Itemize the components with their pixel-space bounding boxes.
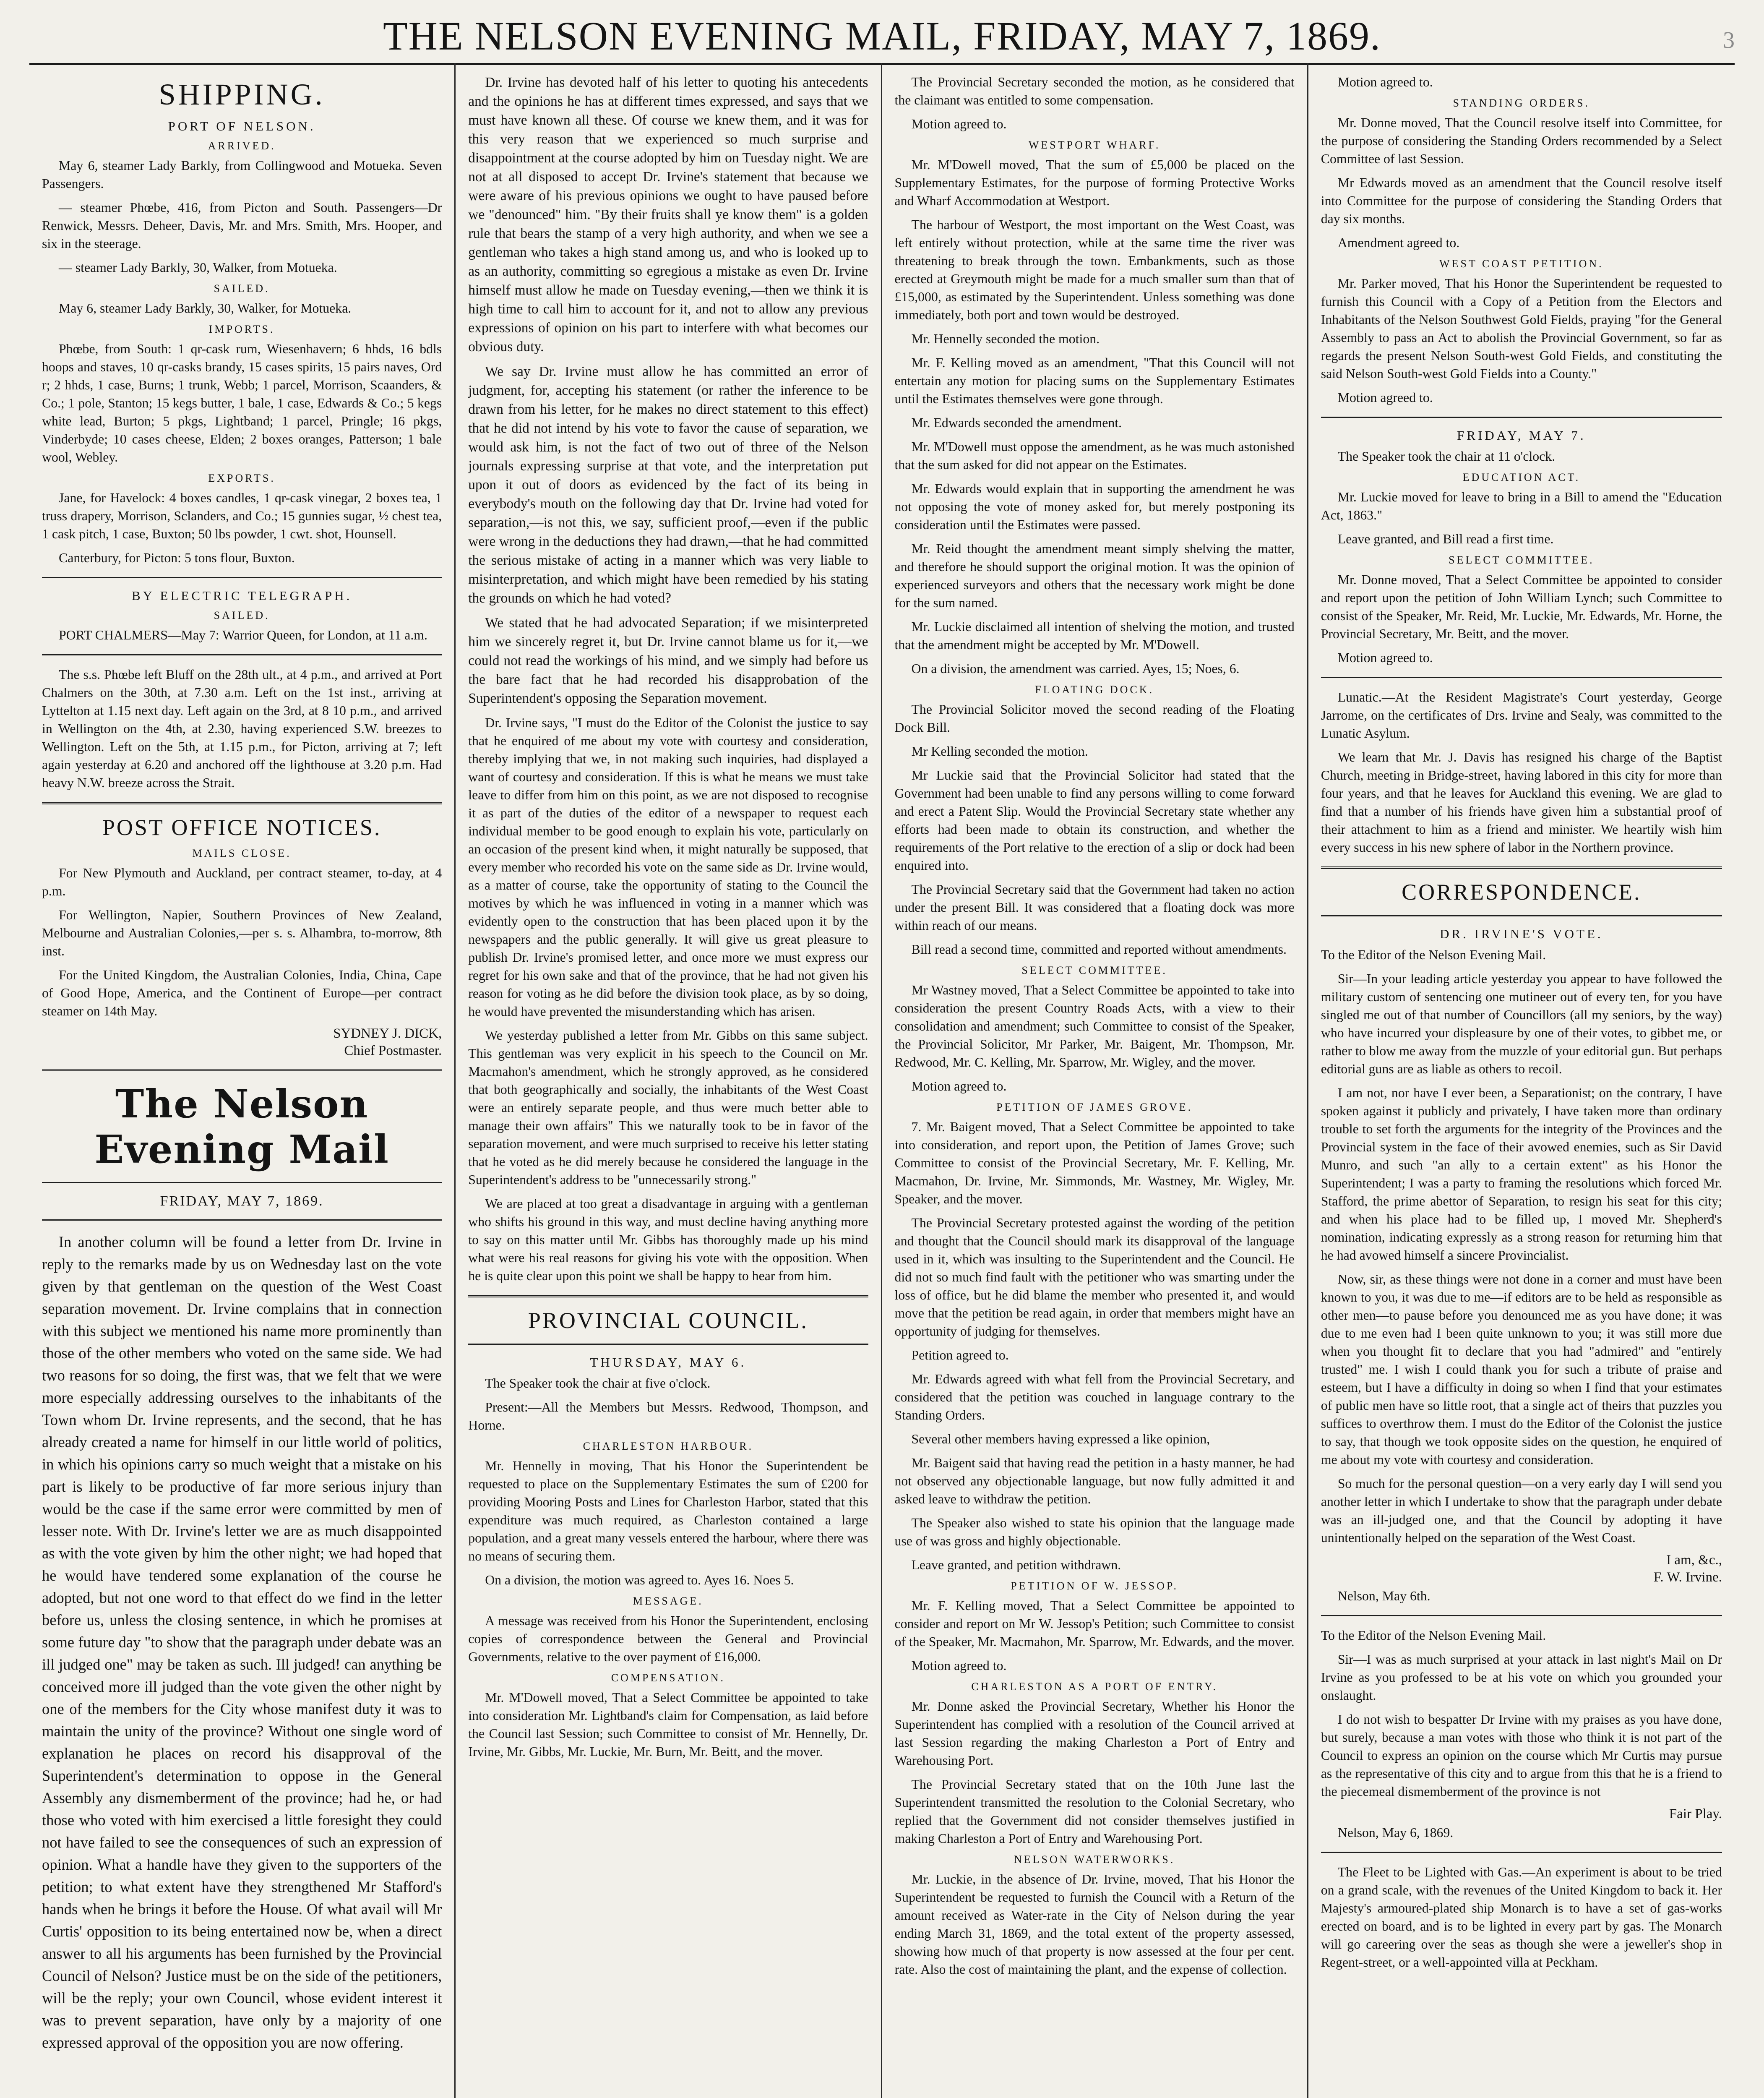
section-paragraph: Mr. Edwards would explain that in supporting the amendment he was not opposing the vote of money asked for, but merely postponing its consideration until the Estimates were passed. (894, 481, 1295, 532)
section-title: SELECT COMMITTEE. (1021, 964, 1167, 976)
divider (42, 802, 442, 804)
exports-item: Canterbury, for Picton: 5 tons flour, Buxton. (59, 551, 295, 565)
editorial-paragraph: In another column will be found a letter from Dr. Irvine in reply to the remarks made by us on Wednesday last on the vote given by that gentleman on the question of the West Coast separation movement. Dr. Irvine complains that in connection with this subject we mentioned his name more prominently than those of the other members who voted on the same side. We had two reasons for so doing, the first was, that we felt that we were more especially addressing ourselves to the inhabitants of the Town whom Dr. Irvine represents, and the second, that he has already created a name for himself in our little world of politics, in which his opinions carry so much weight that a mistake on his part is likely to be productive of far more serious injury than would be the case if the same error were committed by men of lesser note. With Dr. Irvine's letter we are as much disappointed as with the vote given by him the other night; we had hoped that he would have tendered some explanation of the course he adopted, but not one word to that effect do we find in the letter before us, unless the closing sentence, in which he promises at some future day "to show that the paragraph under debate was an ill judged one" may be taken as such. Ill judged! can anything be conceived more ill judged than the vote given the other night by one of the members for the City whose manifest duty it was to maintain the unity of the province? Without one single word of explanation he places on record his disapproval of the Superintendent's determination to oppose in the General Assembly any dismemberment of the province; had he, or had those who voted with him exercised a little foresight they could not have failed to see the consequences of such an expression of opinion. What a handle have they given to the supporters of the petition; to what extent have they strengthened Mr Stafford's hands when he brings it before the House. Of what avail will Mr Curtis' opposition to its being entertained now be, when a direct answer to all his arguments has been furnished by the Provincial Council of Nelson? Justice must be on the side of the petitioners, will be the reply; your own Council, whose evident interest it was to prevent separation, have only by a majority of one expressed approval of the opposition you are now offering. (42, 1233, 442, 2051)
section-paragraph: Mr. Donne moved, That the Council resolve itself into Committee, for the purpose of considering the Standing Orders recommended by a Select Committee of last Session. (1321, 115, 1722, 166)
divider (42, 1182, 442, 1183)
section-paragraph: The Provincial Secretary stated that on the 10th June last the Superintendent transmitted the resolution to the Colonial Secretary, who replied that the Government did not consider themselves justified in making Charleston a Port of Entry and Warehousing Port. (894, 1777, 1295, 1846)
divider (42, 1069, 442, 1071)
letter-paragraph: Sir—In your leading article yesterday you appear to have followed the military custom of sentencing one mutineer out of every ten, for you have singled me out of that number of Councillors (all my seniors, by the way) who have incurred your displeasure by one of their votes, to gibbet me, or rather to blow me away from the muzzle of your editorial gun. But perhaps editorial guns are as liable as others to recoil. (1321, 971, 1722, 1076)
section-paragraph: The harbour of Westport, the most important on the West Coast, was left entirely without protection, while at the same time the river was threatening to break through the town. Embankments, such as those erected at Greymouth might be made for a much smaller sum than that of £15,000, as estimated by the Superintendent. Unless something was done immediately, both port and town would be destroyed. (894, 217, 1295, 322)
section-paragraph: Mr. Luckie moved for leave to bring in a Bill to amend the "Education Act, 1863." (1321, 490, 1722, 522)
shipping-heading: SHIPPING. (159, 78, 325, 111)
column-3 (882, 63, 1308, 2098)
section-paragraph: Motion agreed to. (1337, 390, 1433, 405)
section-title: WEST COAST PETITION. (1439, 258, 1604, 270)
imports-label: IMPORTS. (208, 323, 275, 335)
news-item: Lunatic.—At the Resident Magistrate's Court yesterday, George Jarrome, on the certificates of Drs. Irvine and Sealy, was committed to the Lunatic Asylum. (1321, 690, 1722, 741)
arrived-label: ARRIVED. (208, 140, 276, 152)
section-title: SELECT COMMITTEE. (1449, 554, 1595, 566)
post-office-heading: POST OFFICE NOTICES. (102, 815, 382, 840)
section-paragraph: Mr. F. Kelling moved, That a Select Committee be appointed to consider and report on Mr W. Jessop's Petition; such Committee to consist of the Speaker, Mr. Macmahon, Mr. Sparrow, Mr. Edwards, and the mover. (894, 1598, 1295, 1649)
column-2 (456, 63, 882, 2098)
arrived-item: — steamer Lady Barkly, 30, Walker, from Motueka. (59, 260, 337, 275)
divider (1321, 915, 1722, 916)
page-title: THE NELSON EVENING MAIL, FRIDAY, MAY 7, 1869. (383, 13, 1381, 58)
section-paragraph: Leave granted, and Bill read a first time. (1337, 532, 1554, 546)
section-paragraph: On a division, the amendment was carried. Ayes, 15; Noes, 6. (911, 661, 1240, 676)
section-title: EDUCATION ACT. (1462, 471, 1581, 483)
section-paragraph: Mr. M'Dowell moved, That a Select Committee be appointed to take into consideration Mr. Lightband's claim for Compensation, as laid before the Council last Session; such Committee to consist of Mr. Hennelly, Dr. Irvine, Mr. Gibbs, Mr. Luckie, Mr. Burn, Mr. Beitt, and the mover. (468, 1690, 868, 1759)
section-paragraph: Mr. Parker moved, That his Honor the Superintendent be requested to furnish this Council with a Copy of a Petition from the Electors and Inhabitants of the Nelson Southwest Gold Fields, praying "for the General Assembly to pass an Act to abolish the Provincial Government, so far as regards the present Nelson South-west Gold Fields, and constituting the said Nelson South-west Gold Fields into a County." (1321, 276, 1722, 381)
section-title: WESTPORT WHARF. (1028, 139, 1161, 151)
section-paragraph: Bill read a second time, committed and reported without amendments. (911, 942, 1287, 957)
section-paragraph: Leave granted, and petition withdrawn. (911, 1558, 1121, 1572)
mail-item: For Wellington, Napier, Southern Provinces of New Zealand, Melbourne and Australian Colonies,—per s. s. Alhambra, to-morrow, 8th inst. (42, 908, 442, 958)
letter-salutation: To the Editor of the Nelson Evening Mail. (1321, 1628, 1546, 1643)
provincial-council-heading: PROVINCIAL COUNCIL. (528, 1308, 808, 1333)
column-1 (29, 63, 456, 2098)
section-title: PETITION OF W. JESSOP. (1011, 1580, 1178, 1592)
letter-signature: F. W. Irvine. (1653, 1570, 1722, 1585)
columns (29, 63, 1735, 2098)
council-opening: The Speaker took the chair at five o'clock. (485, 1376, 711, 1391)
letter-paragraph: I am not, nor have I ever been, a Separationist; on the contrary, I have spoken against it publicly and privately, I have taken more than ordinary trouble to set forth the arguments for the integrity of the Provinces and the Provincial system in the face of their avowed enemies, such as Sir David Munro, and such "an ally to a certain extent" as his Honor the Superintendent; I was a party to framing the resolutions which forced Mr. Stafford, the prime abettor of Separation, to resign his seat for this city; and when his place had to be filled up, I moved Mr. Shepherd's nomination, indicating expressly as a strong reason for returning him that he had avowed himself a sincere Provincialist. (1321, 1086, 1722, 1263)
letter-paragraph: So much for the personal question—on a very early day I will send you another letter in which I undertake to show that the paragraph under debate was an ill-judged one, and that the Council by adopting it have unintentionally helped on the separation of the West Coast. (1321, 1476, 1722, 1545)
mail-item: For the United Kingdom, the Australian Colonies, India, China, Cape of Good Hope, America, and the Continent of Europe—per contract steamer on 14th May. (42, 968, 442, 1018)
editorial-paragraph: We say Dr. Irvine must allow he has committed an error of judgment, for, accepting his statement (or rather the inference to be drawn from his letter, for he makes no direct statement to this effect) that he did not intend by his vote to favor the cause of separation, we would ask him, is not the fact of two out of three of the Nelson journals expressing surprise at that vote, and the interpretation put upon it out of doors as evidenced by the fact of its being in everybody's mouth on the following day that Dr. Irvine had voted for separation,—is not this, we say, sufficient proof,—even if the public were wrong in the deductions they had drawn,—that he had committed the serious mistake of acting in a manner which was very liable to misinterpretation, and which might have been remedied by his stating the grounds on which he had voted? (468, 364, 868, 606)
section-paragraph: Mr. Edwards agreed with what fell from the Provincial Secretary, and considered that the petition was couched in language contrary to the Standing Orders. (894, 1372, 1295, 1422)
section-paragraph: Petition agreed to. (911, 1348, 1009, 1362)
section-paragraph: Mr. Hennelly in moving, That his Honor the Superintendent be requested to place on the Supplementary Estimates the sum of £200 for providing Mooring Posts and Lines for Charleston Harbor, stated that this expenditure was much required, as Charleston contained a large population, and a great many vessels entered the harbour, where there was no means of securing them. (468, 1459, 868, 1563)
section-title: FLOATING DOCK. (1035, 684, 1154, 696)
section-paragraph: The Provincial Secretary seconded the motion, as he considered that the claimant was entitled to some compensation. (894, 75, 1295, 107)
editorial-paragraph: Dr. Irvine says, "I must do the Editor of the Colonist the justice to say that he enquired of me about my vote with courtesy and consideration, thereby implying that we, in not making such inquiries, had displayed a want of courtesy and consideration. If this is what he means we must take leave to differ from him on this point, as we are not disposed to recognise it as part of the duties of the editor of a newspaper to request each individual member to be good enough to explain his vote, particularly on an occasion of the present kind when, it might naturally be supposed, that every member who recorded his vote on the same side as Dr. Irvine would, as a matter of course, take the opportunity of stating to the Council the motives by which he was influenced in voting in a manner which was evidently open to the construction that has been placed upon it by the newspapers and the public generally. It will give us great pleasure to publish Dr. Irvine's promised letter, and once more we must express our regret for his own sake and that of the province, that he had not given his reason for voting as he did before the division took place, as by so doing, he would have prevented the misunderstanding which has arisen. (468, 715, 868, 1019)
news-item: The Fleet to be Lighted with Gas.—An experiment is about to be tried on a grand scale, with the revenues of the United Kingdom to back it. Her Majesty's armoured-plated ship Monarch is to have a set of gas-works erected on board, and is to be lighted in every part by gas. The Monarch will go careering over the seas as though she were a jeweller's shop in Regent-street, or a well-appointed villa at Peckham. (1321, 1865, 1722, 1970)
telegraph-sailed-label: SAILED. (214, 609, 270, 621)
section-paragraph: Motion agreed to. (911, 1658, 1007, 1673)
section-title: MESSAGE. (633, 1595, 704, 1607)
council-opening: The Speaker took the chair at 11 o'clock. (1337, 449, 1556, 464)
divider (1321, 677, 1722, 678)
section-paragraph: Mr. Reid thought the amendment meant simply shelving the matter, and therefore he should support the original motion. It was the opinion of experienced surveyors and others that the necessary work might be done for the sum named. (894, 541, 1295, 610)
section-paragraph: Mr Luckie said that the Provincial Solicitor had stated that the Government had been unable to find any persons willing to come forward and erect a Patent Slip. Would the Provincial Secretary state whether any efforts had been made to obtain its construction, and whether the requirements of the Port relative to the erection of a slip or dock had been enquired into. (894, 768, 1295, 873)
column-4 (1308, 63, 1735, 2098)
editorial-paragraph: Dr. Irvine has devoted half of his letter to quoting his antecedents and the opinions he has at different times expressed, and says that we must have known all these. Of course we knew them, and it was for this very reason that we experienced so much surprise and disappointment at the course adopted by him on Tuesday night. We are not at all disposed to accept Dr. Irvine's statement that because we were aware of his previous opinions we ought to have paused before we "denounced" him. "By their fruits shall ye know them" is a golden rule that bears the stamp of a very high authority, and when we see a gentleman who takes a high stand among us, and who is looked up to as an authority, committing so egregious a mistake as even Dr. Irvine himself must allow he made on Tuesday evening,—then we think it is high time to call him to account for it, and not to allow any previous expressions of opinion on his part to interfere with what becomes our obvious duty. (468, 75, 868, 355)
section-paragraph: On a division, the motion was agreed to. Ayes 16. Noes 5. (485, 1573, 794, 1587)
section-paragraph: Mr. M'Dowell moved, That the sum of £5,000 be placed on the Supplementary Estimates, for the purpose of forming Protective Works and Wharf Accommodation at Westport. (894, 157, 1295, 208)
divider (42, 1219, 442, 1221)
mail-item: For New Plymouth and Auckland, per contract steamer, to-day, at 4 p.m. (42, 866, 442, 898)
letter-paragraph: I do not wish to bespatter Dr Irvine with my praises as you have done, but surely, because a man votes with those who think it is not part of the Council to express an opinion on the course which Mr Curtis may pursue as the representative of this city and to argue from this that he is a friend to the piecemeal dismemberment of the province is not (1321, 1712, 1722, 1799)
exports-label: EXPORTS. (208, 472, 276, 484)
divider (468, 1344, 868, 1345)
section-paragraph: A message was received from his Honor the Superintendent, enclosing copies of correspondence between the General and Provincial Governments, relative to the over payment of £16,000. (468, 1613, 868, 1664)
section-paragraph: The Provincial Secretary protested against the wording of the petition and thought that the Council should mark its disapproval of the language used in it, which was insulting to the Superintendent and the Council. He did not so much find fault with the petitioner who was smarting under the loss of office, but he did blame the member who presented it, and would move that the petition be read again, in order that members might have an opportunity of judging for themselves. (894, 1216, 1295, 1339)
editorial-paragraph: We yesterday published a letter from Mr. Gibbs on this same subject. This gentleman was very explicit in his speech to the Council on Mr. Macmahon's amendment, which he strongly approved, as he considered that both geographically and socially, the inhabitants of the West Coast were an entirely separate people, and thus were much better able to manage their own affairs" This we naturally took to be in favor of the separation movement, and were much surprised to receive his letter stating that he voted as he did merely because he considered the language in the Superintendent's address to be "unnecessarily strong." (468, 1028, 868, 1187)
telegraph-heading: BY ELECTRIC TELEGRAPH. (131, 588, 352, 603)
council-day-label: THURSDAY, MAY 6. (590, 1355, 747, 1370)
section-title: CHARLESTON HARBOUR. (583, 1440, 754, 1452)
section-paragraph: Mr. Donne moved, That a Select Committee be appointed to consider and report upon the petition of John William Lynch; such Committee to consist of the Speaker, Mr. Reid, Mr. Luckie, Mr. Edwards, Mr. Horne, the Provincial Secretary, Mr. Beitt, and the mover. (1321, 572, 1722, 641)
section-title: STANDING ORDERS. (1453, 97, 1590, 109)
divider (1321, 1852, 1722, 1853)
editorial-paragraph: We stated that he had advocated Separation; if we misinterpreted him we sincerely regret it, but Dr. Irvine cannot blame us for it,—we could not read the workings of his mind, and we simply had before us the bare fact that he had recorded his disapprobation of the Superintendent's opposing the Separation movement. (468, 615, 868, 706)
letter-paragraph: Now, sir, as these things were not done in a corner and must have been known to you, it was due to me—if editors are to be held as responsible as other men—to pause before you denounced me as you have done; it was due to me even had I been quite unknown to you; it was still more due when you thought fit to declare that you had "admired" and "entirely trusted" me. I wish I could thank you for such a tribute of praise and esteem, but I have a difficulty in doing so when I find that your estimates of public men have so little root, that a single act of theirs that puzzles you suffices to overthrow them. I must do the Editor of the Colonist the justice to say, that though we took opposite sides on the question, he enquired of me about my vote with courtesy and consideration. (1321, 1272, 1722, 1467)
section-paragraph: Mr. M'Dowell must oppose the amendment, as he was much astonished that the sum asked for did not appear on the Estimates. (894, 439, 1295, 472)
section-paragraph: Motion agreed to. (1337, 75, 1433, 89)
page-number: 3 (1723, 27, 1735, 53)
section-paragraph: The Provincial Secretary said that the Government had taken no action under the present Bill. It was considered that a floating dock was more within reach of our means. (894, 882, 1295, 933)
section-paragraph: Motion agreed to. (911, 1079, 1007, 1093)
letter-signature: Fair Play. (1669, 1806, 1722, 1821)
exports-item: Jane, for Havelock: 4 boxes candles, 1 qr-cask vinegar, 2 boxes tea, 1 truss drapery, Morrison, Sclanders, and Co.; 15 gunnies sugar, ½ chest tea, 1 cask pitch, 1 case, Buxton; 50 lbs powder, 1 cwt. shot, Hounsell. (42, 491, 442, 541)
news-item: We learn that Mr. J. Davis has resigned his charge of the Baptist Church, meeting in Bridge-street, having labored in this city for more than four years, and that he leaves for Auckland this evening. We are glad to find that a number of his friends have given him a substantial proof of their attachment to him as a friend and minister. We heartily wish him every success in his new sphere of labor in the Northern province. (1321, 750, 1722, 855)
letter-paragraph: Sir—I was as much surprised at your attack in last night's Mail on Dr Irvine as you professed to be at his vote on which you grounded your onslaught. (1321, 1652, 1722, 1703)
divider (1321, 1615, 1722, 1616)
postmaster-title: Chief Postmaster. (344, 1043, 442, 1058)
divider (1321, 866, 1722, 869)
letter-title: DR. IRVINE'S VOTE. (1440, 926, 1603, 941)
section-paragraph: Motion agreed to. (911, 117, 1007, 131)
divider (1321, 417, 1722, 418)
council-opening: Present:—All the Members but Messrs. Redwood, Thompson, and Horne. (468, 1400, 868, 1433)
divider (42, 654, 442, 655)
section-paragraph: Mr. Luckie, in the absence of Dr. Irvine, moved, That his Honor the Superintendent be requested to furnish the Council with a Return of the amount received as Water-rate in the City of Nelson during the year ending March 31, 1869, and the total extent of the property assessed, showing how much of that property is now assessed at the four per cent. rate. Also the cost of maintaining the plant, and the expense of collection. (894, 1872, 1295, 1977)
letter-closing: I am, &c., (1666, 1553, 1722, 1568)
divider (42, 577, 442, 578)
section-paragraph: Mr. Donne asked the Provincial Secretary, Whether his Honor the Superintendent has complied with a resolution of the Council arrived at last Session regarding the making Charleston a Port of Entry and Warehousing Port. (894, 1699, 1295, 1768)
section-paragraph: Several other members having expressed a like opinion, (911, 1432, 1210, 1446)
letter-place-date: Nelson, May 6, 1869. (1337, 1825, 1454, 1840)
editorial-date: FRIDAY, MAY 7, 1869. (160, 1193, 324, 1209)
divider (468, 1295, 868, 1297)
section-paragraph: Mr. Baigent said that having read the petition in a hasty manner, he had not observed any objectionable language, but now fully admitted it and asked leave to withdraw the petition. (894, 1456, 1295, 1506)
section-paragraph: Motion agreed to. (1337, 650, 1433, 665)
port-title: PORT OF NELSON. (168, 119, 316, 133)
imports-text: Phœbe, from South: 1 qr-cask rum, Wiesenhavern; 6 hhds, 16 bdls hoops and staves, 10 qr-casks brandy, 15 cases spirits, 15 pairs naves, Ord r; 2 hhds, 1 case, Burns; 1 trunk, Webb; 1 parcel, Morrison, Scaanders, & Co.; 1 pole, Stanton; 15 kegs butter, 1 bale, 1 case, Edwards & Co.; 5 kegs white lead, Burton; 5 pkgs, Lightband; 1 parcel, Pringle; 16 pkgs, Vinderbyde; 10 cases cheese, Elden; 2 boxes oranges, Patterson; 1 bale wool, Webley. (42, 342, 442, 464)
page-header (29, 8, 1735, 65)
editorial-paragraph: We are placed at too great a disadvantage in arguing with a gentleman who shifts his ground in this way, and must decline having anything more to say on this matter until Mr. Gibbs has thoroughly made up his mind what were his real reasons for giving his vote with the opposition. When he is quite clear upon this point we shall be happy to hear from him. (468, 1196, 868, 1283)
postmaster-name: SYDNEY J. DICK, (333, 1026, 442, 1041)
section-paragraph: The Speaker also wished to state his opinion that the language made use of was gross and highly objectionable. (894, 1516, 1295, 1548)
section-paragraph: 7. Mr. Baigent moved, That a Select Committee be appointed to take into consideration, and report upon, the Petition of James Grove; such Committee to consist of the Provincial Secretary, Mr. F. Kelling, Mr. Macmahon, Dr. Irvine, Mr. Simmonds, Mr. Wastney, Mr. Wigley, Mr. Speaker, and the mover. (894, 1119, 1295, 1206)
section-paragraph: Mr. Hennelly seconded the motion. (911, 331, 1100, 346)
mails-label: MAILS CLOSE. (192, 847, 292, 859)
section-title: CHARLESTON AS A PORT OF ENTRY. (971, 1680, 1218, 1693)
section-paragraph: Mr. F. Kelling moved as an amendment, "That this Council will not entertain any motion for placing sums on the Supplementary Estimates until the Estimates themselves were gone through. (894, 355, 1295, 406)
section-paragraph: Mr Kelling seconded the motion. (911, 744, 1088, 759)
section-paragraph: Mr. Luckie disclaimed all intention of shelving the motion, and trusted that the amendment might be accepted by Mr. M'Dowell. (894, 619, 1295, 652)
letter-place-date: Nelson, May 6th. (1337, 1589, 1430, 1603)
section-title: COMPENSATION. (611, 1672, 726, 1684)
section-title: PETITION OF JAMES GROVE. (996, 1101, 1193, 1113)
section-paragraph: Amendment agreed to. (1337, 235, 1460, 250)
section-title: NELSON WATERWORKS. (1014, 1853, 1175, 1866)
section-paragraph: Mr Wastney moved, That a Select Committee be appointed to take into consideration the present Country Roads Acts, with a view to their consolidation and amendment; such Committee to consist of the Speaker, the Provincial Solicitor, Mr Parker, Mr. Baigent, Mr. Thompson, Mr. Redwood, Mr. C. Kelling, Mr. Sparrow, Mr. Wigley, and the mover. (894, 983, 1295, 1070)
council-day-label: FRIDAY, MAY 7. (1457, 428, 1586, 443)
telegraph-item: PORT CHALMERS—May 7: Warrior Queen, for London, at 11 a.m. (59, 628, 427, 642)
letter-salutation: To the Editor of the Nelson Evening Mail. (1321, 947, 1546, 962)
bluff-report: The s.s. Phœbe left Bluff on the 28th ult., at 4 p.m., and arrived at Port Chalmers on the 30th, at 7.30 a.m. Left on the 1st inst., arriving at Lyttelton at 1.15 next day. Left again on the 3rd, at 8 10 p.m., and arrived in Wellington on the 4th, at 2.30, having experienced S.W. breezes to Wellington. Left on the 5th, at 1.15 p.m., for Picton, arriving at 7; left again yesterday at 6.20 and anchored off the lighthouse at 3.20 p.m. Had heavy N.W. breeze across the Strait. (42, 667, 442, 790)
arrived-item: May 6, steamer Lady Barkly, from Collingwood and Motueka. Seven Passengers. (42, 158, 442, 191)
correspondence-heading: CORRESPONDENCE. (1402, 879, 1642, 905)
section-paragraph: Mr. Edwards seconded the amendment. (911, 415, 1122, 430)
editorial-masthead: The Nelson Evening Mail (94, 1081, 389, 1172)
section-paragraph: Mr Edwards moved as an amendment that the Council resolve itself into Committee for the purpose of considering the Standing Orders that day six months. (1321, 175, 1722, 226)
sailed-item: May 6, steamer Lady Barkly, 30, Walker, for Motueka. (59, 301, 352, 316)
arrived-item: — steamer Phœbe, 416, from Picton and South. Passengers—Dr Renwick, Messrs. Deheer, Davis, Mr. and Mrs. Smith, Mrs. Hooper, and six in the steerage. (42, 200, 442, 251)
sailed-label: SAILED. (214, 282, 270, 295)
section-paragraph: The Provincial Solicitor moved the second reading of the Floating Dock Bill. (894, 702, 1295, 735)
